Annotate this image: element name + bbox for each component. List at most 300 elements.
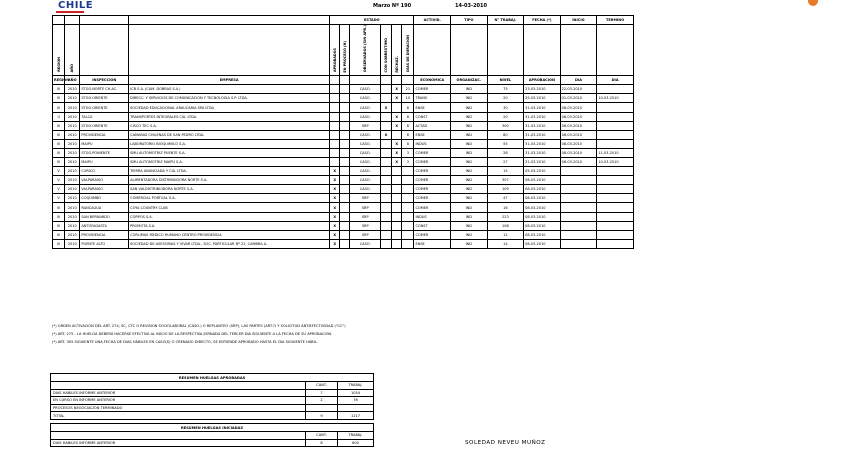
cell-fecha: 05-03-2010 [524, 167, 561, 176]
cell-sobre [380, 176, 391, 185]
cell-anio: 2010 [65, 94, 80, 103]
cell-proceso [340, 121, 350, 130]
cell-rech: X [392, 148, 402, 157]
cell-region: III [53, 139, 65, 148]
cell-empresa: ALIMENTADORA DISTRIBUIDORA NORTE S.A. [129, 176, 330, 185]
cell-termino [597, 139, 634, 148]
cell-obs: CASO. [350, 94, 380, 103]
cell-aprob: X [330, 230, 340, 239]
cell-inicio [560, 212, 597, 221]
cell-aprob [330, 103, 340, 112]
cell-tipo: IND [451, 85, 488, 94]
summary-trab: 1117 [338, 412, 374, 420]
cell-dias: 8 [402, 121, 414, 130]
hdr-dia-termino: DIA [597, 76, 634, 85]
table-row [53, 139, 634, 148]
cell-empresa: COMERCIAL PORTUAL S.A. [129, 194, 330, 203]
cell-insp: ANTOFAGASTA [80, 221, 129, 230]
footnote: (*) ART. 305 SIGUIENTE UNA FECHA DE DIAS HÁBILES EN CASO(S) O CRENADO DIRECTO, SE ENTIENDE APROBADO HASTA EL DIA SIGUIENTE HÁBIL. [52, 340, 318, 344]
cell-obs: CASO. [350, 148, 380, 157]
strikes-table-body [53, 85, 634, 249]
cell-termino: 11-03-2010 [597, 148, 634, 157]
vhdr-aprobados: APROBADOS [332, 48, 337, 73]
cell-sobre [380, 221, 391, 230]
cell-anio: 2010 [65, 148, 80, 157]
table-row [53, 94, 634, 103]
summary-label: TOTAL [51, 412, 306, 420]
hdr-region: REGION [53, 76, 65, 85]
cell-region: VI [53, 203, 65, 212]
hdr-dia-inicio: DIA [560, 76, 597, 85]
cell-anio: 2010 [65, 85, 80, 94]
cell-region: III [53, 130, 65, 139]
cell-empresa: TIERRA ANUNCIADA Y CIA. LTDA. [129, 167, 330, 176]
cell-rech: X [392, 158, 402, 167]
cell-tipo: IND [451, 103, 488, 112]
cell-obs: CASO. [350, 103, 380, 112]
cell-region: III [53, 103, 65, 112]
hdr-nivel: NIVEL [487, 76, 524, 85]
cell-rech: X [392, 139, 402, 148]
cell-insp: RANCAGUA [80, 203, 129, 212]
cell-anio: 2010 [65, 139, 80, 148]
cell-obs: SRP [350, 212, 380, 221]
cell-fecha: 08-03-2010 [524, 230, 561, 239]
cell-sobre [380, 85, 391, 94]
header-row-vertical [53, 25, 634, 76]
cell-obs: SRP [350, 230, 380, 239]
cell-fecha: 31-03-2010 [524, 148, 561, 157]
cell-insp: VALPARAISO [80, 185, 129, 194]
cell-insp: STGO.NORTE CH.AC. [80, 85, 129, 94]
cell-aprob [330, 121, 340, 130]
cell-sobre [380, 212, 391, 221]
cell-act: ENSE [414, 130, 451, 139]
cell-aprob: X [330, 203, 340, 212]
cell-obs: CASO. [350, 85, 380, 94]
cell-obs: CASO. [350, 112, 380, 121]
cell-insp: STGO.PONIENTE [80, 148, 129, 157]
summary-row [51, 439, 374, 447]
vhdr-observados: OBSERVADOS (SIN APR.) [363, 25, 368, 73]
cell-rech: X [392, 94, 402, 103]
cell-inicio: 08-03-2010 [560, 139, 597, 148]
cell-termino [597, 230, 634, 239]
cell-dias [402, 230, 414, 239]
cell-trab: 47 [487, 194, 524, 203]
cell-empresa: COYA COUNTRY CLUB [129, 203, 330, 212]
cell-fecha: 31-03-2010 [524, 121, 561, 130]
summary-started-trab-header: TRABAJ. [338, 432, 374, 440]
col-trabajadores: N° TRABAJ. [487, 16, 524, 25]
cell-inicio: 08-03-2010 [560, 103, 597, 112]
cell-proceso [340, 221, 350, 230]
cell-act: COMER [414, 158, 451, 167]
cell-empresa: SAN VALDISTRIBUIDORA NORTE S.A. [129, 185, 330, 194]
footnotes [52, 322, 346, 346]
cell-proceso [340, 185, 350, 194]
summary-cant: 9 [306, 412, 338, 420]
cell-empresa: SOCIEDAD EDUCACIONAL ARAUCARIA SPA LTDA. [129, 103, 330, 112]
cell-tipo: IND [451, 176, 488, 185]
cell-act: COMER [414, 85, 451, 94]
cell-obs: SRP [350, 221, 380, 230]
cell-trab: 223 [487, 212, 524, 221]
header-row-bottom [53, 76, 634, 85]
cell-empresa: DIRECC. Y SERVICIOS DE COMUNICACION Y TECNOLOGIA S.P. LTDA. [129, 94, 330, 103]
table-row [53, 239, 634, 248]
cell-aprob: X [330, 194, 340, 203]
table-row [53, 85, 634, 94]
cell-aprob [330, 112, 340, 121]
cell-fecha: 23-03-2010 [524, 85, 561, 94]
cell-rech [392, 167, 402, 176]
cell-proceso [340, 203, 350, 212]
cell-trab: 14 [487, 239, 524, 248]
summary-trab [338, 404, 374, 412]
cell-obs: SRP [350, 194, 380, 203]
summary-label: PROCESOS NEGOCIACION TERMINADO [51, 404, 306, 412]
cell-region: V [53, 194, 65, 203]
cell-dias: 10 [402, 94, 414, 103]
cell-trab: 12 [487, 230, 524, 239]
cell-inicio [560, 230, 597, 239]
report-number: Marzo Nº 190 [373, 3, 412, 9]
table-row [53, 185, 634, 194]
cell-trab: 15 [487, 167, 524, 176]
cell-trab: 28 [487, 148, 524, 157]
table-row [53, 130, 634, 139]
cell-proceso [340, 239, 350, 248]
cell-region: V [53, 185, 65, 194]
cell-dias: 3 [402, 158, 414, 167]
cell-insp: TALCA [80, 112, 129, 121]
cell-act: COMER [414, 176, 451, 185]
cell-proceso [340, 212, 350, 221]
cell-proceso [340, 167, 350, 176]
cell-insp: COQUIMBO [80, 194, 129, 203]
cell-termino [597, 167, 634, 176]
cell-termino [597, 185, 634, 194]
cell-sobre: X [380, 130, 391, 139]
header-row-top [53, 16, 634, 25]
cell-act: COMER [414, 230, 451, 239]
cell-act: COMER [414, 167, 451, 176]
cell-dias: 21 [402, 85, 414, 94]
cell-proceso [340, 176, 350, 185]
cell-trab: 55 [487, 139, 524, 148]
cell-trab: 16 [487, 203, 524, 212]
table-row [53, 158, 634, 167]
cell-act: COMER [414, 185, 451, 194]
col-tipo: TIPO [451, 16, 488, 25]
cell-trab: 20 [487, 94, 524, 103]
cell-fecha: 31-03-2010 [524, 112, 561, 121]
cell-insp: PUENTE ALTO [80, 239, 129, 248]
cell-tipo: IND [451, 158, 488, 167]
cell-inicio [560, 167, 597, 176]
cell-empresa: SMU AUTOMOTRIZ PUENTE S.A. [129, 148, 330, 157]
cell-rech [392, 203, 402, 212]
cell-rech [392, 230, 402, 239]
cell-dias: 8 [402, 112, 414, 121]
cell-dias: 8 [402, 130, 414, 139]
cell-anio: 2010 [65, 167, 80, 176]
cell-dias [402, 176, 414, 185]
col-actividad: ACTIVID. [414, 16, 451, 25]
cell-tipo: IND [451, 221, 488, 230]
cell-empresa: SMU AUTOMOTRIZ MAIPU S.A. [129, 158, 330, 167]
cell-fecha: 31-03-2010 [524, 139, 561, 148]
cell-empresa: CISCO TEC S.A. [129, 121, 330, 130]
logo-bar [56, 11, 84, 13]
cell-obs: CASO. [350, 139, 380, 148]
cell-proceso [340, 85, 350, 94]
summary-approved-body [51, 389, 374, 419]
cell-termino [597, 203, 634, 212]
cell-rech [392, 239, 402, 248]
summary-row [51, 397, 374, 405]
col-termino: TERMINO [597, 16, 634, 25]
cell-fecha: 08-03-2010 [524, 176, 561, 185]
cell-inicio [560, 239, 597, 248]
cell-inicio: 08-03-2010 [560, 148, 597, 157]
cell-insp: SAN BERNARDO [80, 212, 129, 221]
summary-label: DIAS HABILES INFORME ANTERIOR [51, 389, 306, 397]
cell-fecha: 08-03-2010 [524, 212, 561, 221]
logo-text: CHILE [58, 0, 94, 11]
summary-trab: 600 [338, 439, 374, 447]
cell-region: II [53, 112, 65, 121]
cell-dias: 8 [402, 139, 414, 148]
cell-obs: CASO. [350, 167, 380, 176]
cell-aprob: X [330, 221, 340, 230]
summary-row [51, 389, 374, 397]
cell-aprob [330, 158, 340, 167]
vhdr-en-proceso: EN PROCESO (N) [342, 40, 347, 73]
hdr-empresa: EMPRESA [129, 76, 330, 85]
cell-dias: 8 [402, 103, 414, 112]
cell-tipo: IND [451, 139, 488, 148]
summary-trab: 76 [338, 397, 374, 405]
cell-anio: 2010 [65, 203, 80, 212]
cell-trab: 75 [487, 85, 524, 94]
cell-aprob [330, 94, 340, 103]
cell-tipo: IND [451, 130, 488, 139]
cell-region: V [53, 167, 65, 176]
cell-act: TRANS [414, 94, 451, 103]
cell-sobre [380, 158, 391, 167]
cell-anio: 2010 [65, 121, 80, 130]
cell-empresa: CAMARAS CHILENAS DE SAN PEDRO LTDA. [129, 130, 330, 139]
cell-dias: 3 [402, 148, 414, 157]
vhdr-anio: AÑO [70, 63, 75, 73]
cell-region: III [53, 158, 65, 167]
cell-empresa: TRANSPORTES INTEGRALES CIA. LTDA. [129, 112, 330, 121]
cell-insp: STGO.ORIENTE [80, 121, 129, 130]
cell-inicio: 08-03-2010 [560, 121, 597, 130]
cell-sobre [380, 139, 391, 148]
cell-region: III [53, 148, 65, 157]
cell-termino [597, 85, 634, 94]
cell-tipo: IND [451, 112, 488, 121]
cell-rech [392, 176, 402, 185]
cell-dias [402, 185, 414, 194]
table-row [53, 212, 634, 221]
cell-tipo: IND [451, 167, 488, 176]
cell-inicio: 08-03-2010 [560, 158, 597, 167]
cell-act: COMER [414, 194, 451, 203]
cell-rech: X [392, 85, 402, 94]
cell-obs: CASO. [350, 185, 380, 194]
cell-proceso [340, 139, 350, 148]
summary-cant: 8 [306, 439, 338, 447]
footnote: (*) ART. 275 - LA HUELGA DEBERÁ HACERSE EFECTIVA AL INICIO DE LA RESPECTIVA JORNADA DEL TERCER DIA SIGUIENTE A LA FECHA DE SU APROBACION. [52, 332, 333, 336]
hdr-anio: AÑO [65, 76, 80, 85]
cell-fecha: 31-03-2010 [524, 103, 561, 112]
cell-sobre [380, 185, 391, 194]
cell-rech [392, 130, 402, 139]
cell-act: ENSE [414, 239, 451, 248]
cell-obs: SRP [350, 121, 380, 130]
cell-aprob: X [330, 176, 340, 185]
cell-region: III [53, 85, 65, 94]
cell-tipo: IND [451, 212, 488, 221]
cell-region: III [53, 230, 65, 239]
cell-obs: SRP [350, 203, 380, 212]
summary-approved-cant-header: CANT. [306, 382, 338, 390]
cell-anio: 2010 [65, 239, 80, 248]
cell-obs: CASO. [350, 158, 380, 167]
cell-act: ACTAD [414, 121, 451, 130]
table-row [53, 221, 634, 230]
cell-aprob [330, 139, 340, 148]
cell-tipo: IND [451, 148, 488, 157]
summary-trab: 1054 [338, 389, 374, 397]
cell-rech: X [392, 121, 402, 130]
summary-started-cant-header: CANT. [306, 432, 338, 440]
cell-fecha: 31-03-2010 [524, 130, 561, 139]
cell-anio: 2010 [65, 194, 80, 203]
cell-dias [402, 239, 414, 248]
cell-sobre [380, 94, 391, 103]
cell-proceso [340, 194, 350, 203]
table-row [53, 176, 634, 185]
cell-trab: 108 [487, 221, 524, 230]
cell-rech [392, 103, 402, 112]
cell-anio: 2010 [65, 158, 80, 167]
summary-row [51, 404, 374, 412]
cell-insp: STGO.ORIENTE [80, 103, 129, 112]
cell-inicio: 08-03-2010 [560, 130, 597, 139]
cell-act: COMER [414, 148, 451, 157]
cell-fecha: 08-03-2010 [524, 239, 561, 248]
cell-aprob: X [330, 185, 340, 194]
estado-header: ESTADO [330, 16, 414, 25]
table-row [53, 112, 634, 121]
footnote: (*) ORDEN ACTIVACION DEL ART. 274, SC, CTC O REVISION SOCIOLABORAL (CASO.) O REPLANTEO (SRP), LAS PARTES (ART.?) Y SOLICITUD ANTIEFECTIVIDAD ("CC") [52, 324, 346, 328]
vhdr-rechaz: RECHAZ. [394, 55, 399, 73]
cell-sobre [380, 121, 391, 130]
cell-sobre [380, 148, 391, 157]
vhdr-sobrestimo: CON SOBRESTIMO [384, 37, 389, 73]
signature-name: SOLEDAD NEVEU MUÑOZ [465, 440, 546, 446]
cell-act: ENSE [414, 103, 451, 112]
cell-fecha: 25-03-2010 [524, 94, 561, 103]
cell-termino [597, 221, 634, 230]
report-date: 14-03-2010 [455, 3, 487, 9]
hdr-economica: ECONOMICA [414, 76, 451, 85]
cell-anio: 2010 [65, 212, 80, 221]
cell-region: III [53, 121, 65, 130]
table-row [53, 230, 634, 239]
cell-act: COMER [414, 203, 451, 212]
table-row [53, 121, 634, 130]
cell-insp: VALPARAISO [80, 176, 129, 185]
corner-icon [808, 0, 818, 6]
summary-cant: 2 [306, 397, 338, 405]
cell-termino [597, 212, 634, 221]
cell-sobre [380, 230, 391, 239]
summary-approved-table [50, 373, 374, 420]
cell-region: III [53, 212, 65, 221]
cell-aprob: X [330, 167, 340, 176]
summary-started-body [51, 439, 374, 447]
cell-anio: 2010 [65, 130, 80, 139]
cell-region: III [53, 239, 65, 248]
col-fecha: FECHA (*) [524, 16, 561, 25]
cell-rech [392, 212, 402, 221]
cell-empresa: CORPOS S.A. [129, 212, 330, 221]
summary-started-table [50, 423, 374, 447]
summary-row [51, 412, 374, 420]
hdr-aprobacion: APROBACION [524, 76, 561, 85]
cell-insp: PROVIDENCIA [80, 230, 129, 239]
cell-trab: 80 [487, 130, 524, 139]
cell-termino: 10-03-2010 [597, 94, 634, 103]
cell-inicio: 08-03-2010 [560, 112, 597, 121]
cell-anio: 2010 [65, 112, 80, 121]
cell-sobre [380, 194, 391, 203]
cell-anio: 2010 [65, 230, 80, 239]
cell-dias [402, 167, 414, 176]
cell-proceso [340, 103, 350, 112]
cell-insp: STGO.ORIENTE [80, 94, 129, 103]
cell-obs: CASO. [350, 239, 380, 248]
cell-anio: 2010 [65, 176, 80, 185]
cell-obs: CASO. [350, 176, 380, 185]
summary-approved-title: RESUMEN HUELGAS APROBADAS [51, 374, 374, 382]
cell-region: V [53, 176, 65, 185]
table-row [53, 148, 634, 157]
cell-trab: 30 [487, 103, 524, 112]
cell-insp: MAIPU [80, 158, 129, 167]
cell-termino [597, 103, 634, 112]
cell-tipo: IND [451, 194, 488, 203]
strikes-table [52, 15, 634, 249]
cell-act: CONST [414, 112, 451, 121]
cell-empresa: SOCIEDAD DE ASESORIAS Y VIVAR LTDA., SOC. PARTICULAR Nº 22, CAMBRA A. [129, 239, 330, 248]
cell-termino [597, 194, 634, 203]
cell-tipo: IND [451, 185, 488, 194]
cell-insp: MAIPU [80, 139, 129, 148]
cell-empresa: LABORATORIO BIOQUIMICO S.A. [129, 139, 330, 148]
cell-proceso [340, 94, 350, 103]
cell-empresa: PROMOTA S.A. [129, 221, 330, 230]
summary-cant: 7 [306, 389, 338, 397]
cell-region: III [53, 221, 65, 230]
table-row [53, 167, 634, 176]
